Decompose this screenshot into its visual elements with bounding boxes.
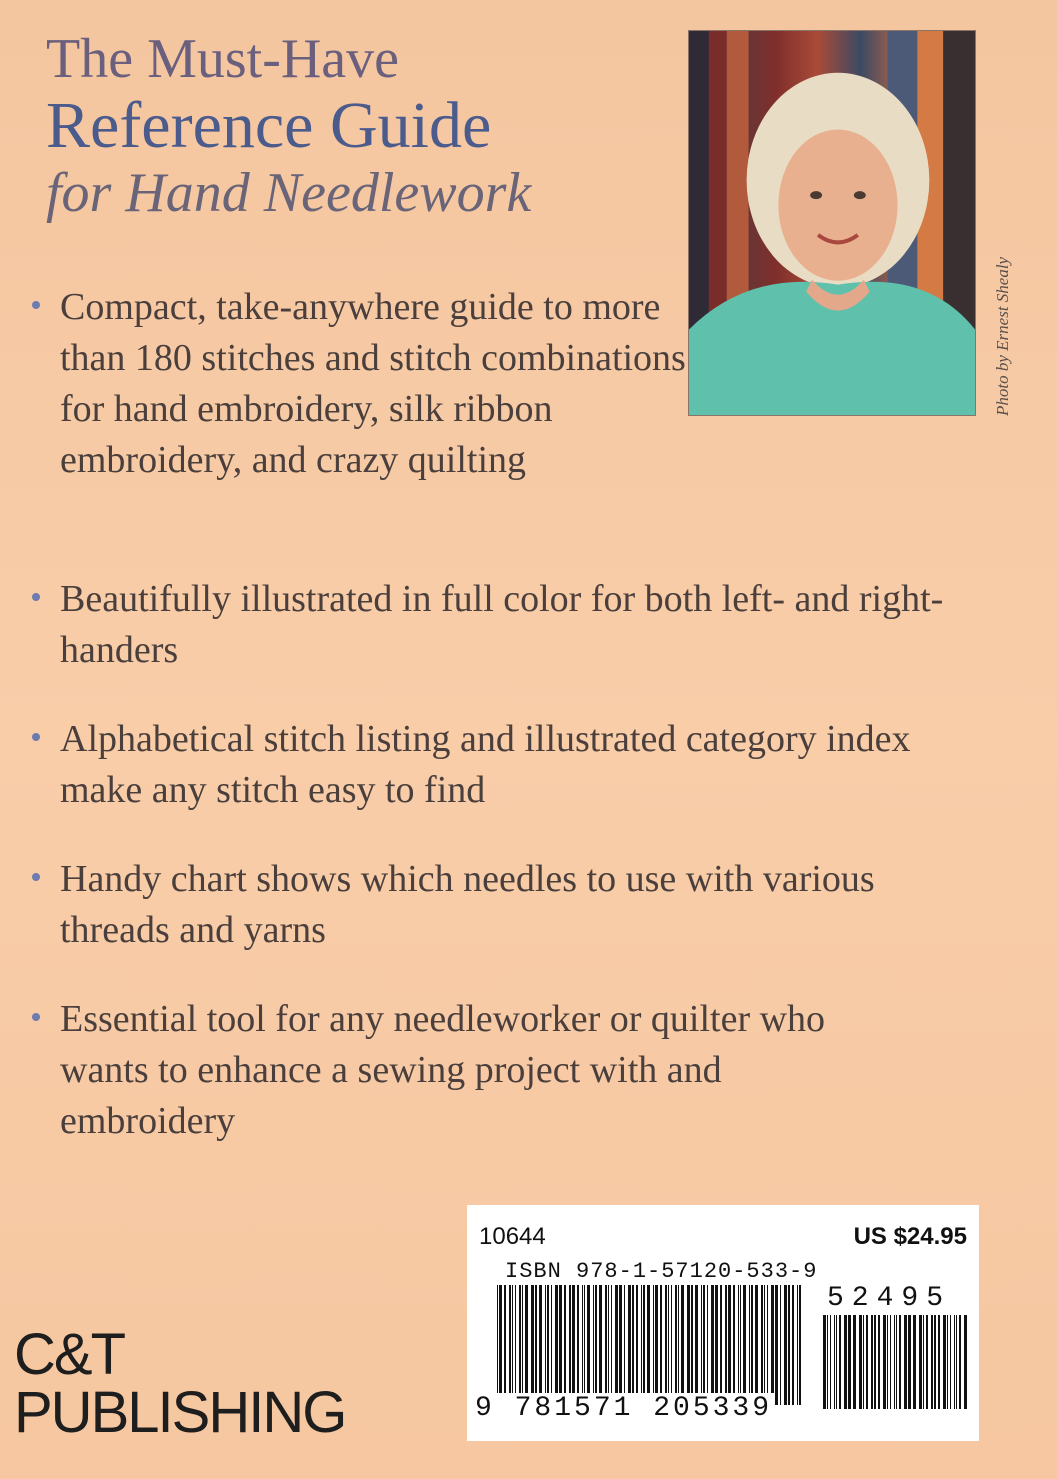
feature-text: Handy chart shows which needles to use with various threads and yarns [60,858,875,951]
barcode-bar [919,1315,922,1409]
barcode-bar [647,1285,650,1405]
barcode-bar [853,1315,856,1409]
barcode-bar [595,1285,597,1405]
barcode-bar [959,1315,961,1409]
barcode-bar [755,1285,758,1405]
barcode-bar [584,1285,585,1405]
feature-item [32,714,952,816]
barcode-bar [678,1285,679,1405]
barcode-bar [931,1315,933,1409]
barcode-bar [641,1285,642,1405]
photo-credit: Photo by Ernest Shealy [993,256,1012,416]
feature-item [32,574,952,676]
price-addon-barcode [823,1315,969,1409]
barcode-bar [913,1315,916,1409]
barcode-bar [950,1315,951,1409]
barcode-bar [522,1285,523,1405]
barcode-bar [675,1285,677,1405]
barcode-bar [559,1285,562,1405]
barcode-bar [681,1285,684,1405]
barcode-bar [728,1285,731,1405]
barcode-bar [605,1285,607,1405]
item-number: 10644 [479,1223,546,1250]
barcode-bar [866,1315,868,1409]
barcode-bar [504,1285,506,1405]
barcode-bar [896,1315,897,1409]
barcode-bar [938,1315,940,1409]
barcode-bar [608,1285,609,1405]
barcode-bar [926,1315,928,1409]
barcode-bar [749,1285,750,1405]
barcode-bar [611,1285,612,1405]
barcode-bar [643,1285,645,1405]
barcode-bar [751,1285,753,1405]
barcode-bar [711,1285,714,1405]
barcode-bar [899,1315,901,1409]
barcode-bar [890,1315,891,1409]
barcode-bar [691,1285,693,1405]
barcode-bar [703,1285,705,1405]
bullet-dot-icon [32,1013,40,1021]
barcode-bar [519,1285,521,1405]
barcode-bar [964,1315,967,1409]
barcode-bar [582,1285,583,1405]
isbn-digits: 9 781571 205339 [475,1393,773,1424]
barcode-bar [515,1285,516,1405]
bullet-dot-icon [32,873,40,881]
barcode-bar [615,1285,618,1405]
barcode-bar [740,1285,741,1405]
barcode-bar [874,1315,876,1409]
barcode-bar [531,1285,534,1405]
barcode-bar [878,1315,880,1409]
isbn-label: ISBN 978-1-57120-533-9 [505,1259,818,1284]
barcode-bar [784,1285,787,1405]
barcode-bar [653,1285,654,1405]
feature-item [32,994,892,1147]
barcode-bar [636,1285,638,1405]
barcode-bar [499,1285,502,1405]
barcode-bar [834,1315,835,1409]
barcode-bar [923,1315,924,1409]
barcode-bar [830,1315,831,1409]
barcode-bar [894,1315,895,1409]
isbn-barcode [497,1285,803,1405]
addon-digits: 52495 [827,1283,952,1314]
barcode-bar [707,1285,708,1405]
barcode-bar [887,1315,888,1409]
title-line-2: Reference Guide [46,89,492,162]
barcode-bar [863,1315,864,1409]
barcode-bar [587,1285,590,1405]
barcode-bar [628,1285,631,1405]
barcode-bar [761,1285,763,1405]
barcode-bar [780,1285,781,1405]
barcode-bar [827,1315,828,1409]
barcode-bar [934,1315,936,1409]
feature-item [32,282,722,486]
barcode-bar [947,1315,948,1409]
barcode-bar [904,1315,907,1409]
barcode-bar [799,1285,801,1405]
barcode-bar [788,1285,790,1405]
bullet-dot-icon [32,733,40,741]
title-line-3: for Hand Needlework [46,162,532,224]
barcode-bar [564,1285,566,1405]
barcode-bar [767,1285,768,1405]
publisher-logo [14,1322,346,1445]
barcode-bar [771,1285,774,1405]
barcode-bar [547,1285,549,1405]
price: US $24.95 [853,1223,967,1250]
barcode-bar [593,1285,594,1405]
back-cover-title [46,28,666,224]
feature-item [32,854,892,956]
barcode-bar [943,1315,946,1409]
feature-text: Alphabetical stitch listing and illustrated category index make any stitch easy to find [60,718,911,811]
barcode-bar [655,1285,658,1405]
author-photo [688,30,976,416]
title-line-1: The Must-Have [46,28,400,90]
barcode-bar [572,1285,575,1405]
barcode-bar [599,1285,602,1405]
barcode-bar [569,1285,571,1405]
barcode-bar [764,1285,765,1405]
barcode-bar [539,1285,542,1405]
barcode-bar [720,1285,722,1405]
barcode-bar [577,1285,579,1405]
barcode-panel [467,1205,979,1441]
barcode-bar [525,1285,528,1405]
barcode-bar [859,1315,862,1409]
barcode-bar [871,1315,873,1409]
feature-text: Essential tool for any needleworker or quilter who wants to enhance a sewing project with and embroidery [60,998,826,1142]
bullet-dot-icon [32,301,40,309]
barcode-bar [545,1285,546,1405]
barcode-bar [883,1315,886,1409]
barcode-bar [725,1285,727,1405]
barcode-bar [797,1285,798,1405]
barcode-bar [954,1315,955,1409]
bullet-dot-icon [32,593,40,601]
barcode-bar [701,1285,702,1405]
barcode-bar [733,1285,735,1405]
barcode-bar [687,1285,690,1405]
barcode-bar [738,1285,739,1405]
barcode-bar [848,1315,851,1409]
barcode-bar [660,1285,662,1405]
barcode-bar [908,1315,911,1409]
feature-text: Beautifully illustrated in full color for both left- and right-handers [60,578,944,671]
barcode-bar [619,1285,622,1405]
barcode-bar [671,1285,672,1405]
barcode-bar [715,1285,718,1405]
publisher-line-1: C&T [14,1322,124,1387]
barcode-bar [535,1285,537,1405]
barcode-bar [792,1285,794,1405]
barcode-bar [775,1285,778,1405]
publisher-line-2: PUBLISHING [14,1380,346,1445]
barcode-bar [555,1285,558,1405]
barcode-bar [624,1285,625,1405]
barcode-bar [665,1285,667,1405]
barcode-bar [844,1315,847,1409]
barcode-bar [632,1285,634,1405]
barcode-bar [497,1285,498,1405]
barcode-bar [668,1285,669,1405]
barcode-bar [839,1315,841,1409]
barcode-bar [509,1285,511,1405]
barcode-bar [695,1285,698,1405]
barcode-bar [512,1285,513,1405]
barcode-bar [743,1285,746,1405]
feature-text: Compact, take-anywhere guide to more than 180 stitches and stitch combinations for hand embroidery, silk ribbon embroidery, and crazy quilting [60,286,686,481]
barcode-bar [956,1315,957,1409]
barcode-bar [836,1315,837,1409]
barcode-bar [823,1315,826,1409]
barcode-bar [551,1285,552,1405]
